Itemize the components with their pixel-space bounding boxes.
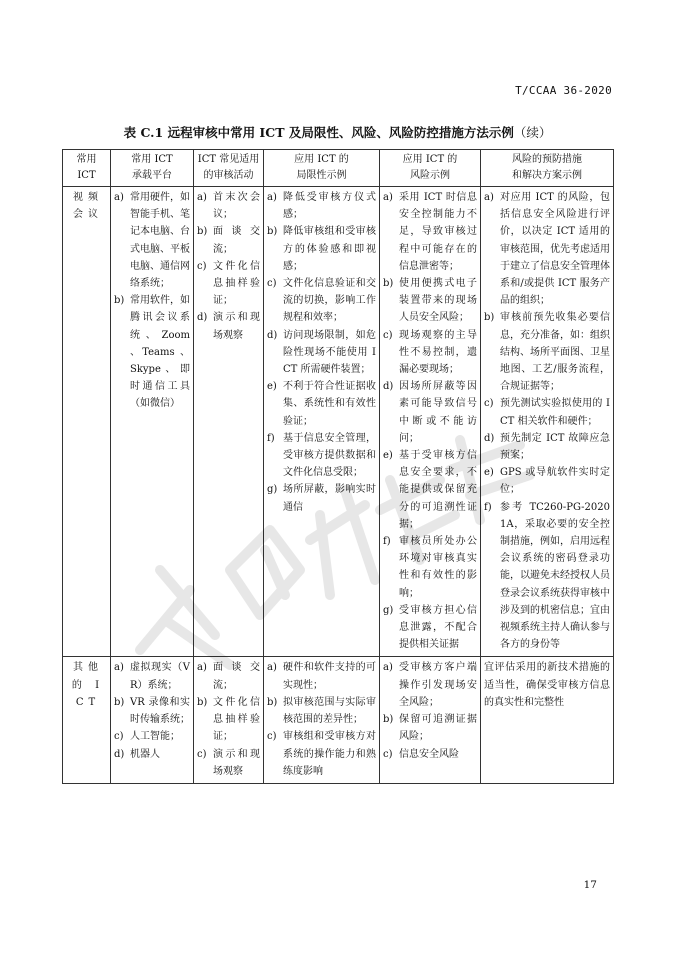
platform-cell: a) 虚拟现实（VR）系统； b) VR 录像和实时传输系统； c) 人工智能； d) 机器人 (111, 657, 194, 783)
limits-cell: a) 降低受审核方仪式感； b) 降低审核组和受审核方的体验感和即视感； c) 文件化信息验证和交流的切换，影响工作规程和效率； d) 访问现场限制，如危险性现场不能使用 ICT 所需硬件装置； e) 不利于符合性证据收集、系统性和有效性验证； f) 基于信息安全管理，受审核方提供数据和文件化信息受限； g) 场所屏蔽，影响实时通信 (264, 187, 380, 657)
header-cell: 常用 ICT 承载平台 (111, 150, 194, 187)
header-cell: 风险的预防措施 和解决方案示例 (481, 150, 614, 187)
header-cell: ICT 常见适用 的审核活动 (194, 150, 264, 187)
header-cell: 常用 ICT (63, 150, 111, 187)
header-row (63, 150, 614, 187)
solutions-cell: a) 对应用 ICT 的风险，包括信息安全风险进行评价，以决定 ICT 适用的审核范围，优先考虑适用于建立了信息安全管理体系和/或提供 ICT 服务产品的组织； b) 审核前预先收集必要信息，充分准备，如：组织结构、场所平面图、卫星地图、工艺/服务流程，合规证据等； c) 预先测试实验拟使用的 ICT 相关软件和硬件； d) 预先制定 ICT 故障应急预案； e) GPS 或导航软件实时定位； f) 参考 TC260-PG-20201A，采取必要的安全控制措施，例如，启用远程会议系统的密码登录功能，以避免未经授权人员登录会议系统获得审核中涉及到的机密信息；宜由视频系统主持人确认参与各方的身份等 (481, 187, 614, 657)
risks-cell: a) 采用 ICT 时信息安全控制能力不足，导致审核过程中可能存在的信息泄密等； b) 使用便携式电子装置带来的现场人员安全风险； c) 现场观察的主导性不易控制，遗漏必要现场； d) 因场所屏蔽等因素可能导致信号中断或不能访问； e) 基于受审核方信息安全要求，不能提供或保留充分的可追溯性证据； f) 审核员所处办公环境对审核真实性和有效性的影响； g) 受审核方担心信息泄露，不配合提供相关证据 (380, 187, 481, 657)
caption-continued: （续） (513, 125, 552, 140)
header-cell: 应用 ICT 的 风险示例 (380, 150, 481, 187)
page-number: 17 (583, 879, 597, 891)
header-cell: 应用 ICT 的 局限性示例 (264, 150, 380, 187)
ict-risk-table (62, 149, 614, 784)
limits-cell: a) 硬件和软件支持的可实现性； b) 拟审核范围与实际审核范围的差异性； c) 审核组和受审核方对系统的操作能力和熟练度影响 (264, 657, 380, 783)
category-cell: 视频会议 (63, 187, 111, 657)
activities-cell: a) 首末次会议； b) 面谈交流； c) 文件化信息抽样验证； d) 演示和现场观察 (194, 187, 264, 657)
solutions-cell: 宜评估采用的新技术措施的适当性，确保受审核方信息的真实性和完整性 (481, 657, 614, 783)
table-row (63, 657, 614, 783)
platform-cell: a) 常用硬件，如智能手机、笔记本电脑、台式电脑、平板电脑、通信网络系统； b) 常用软件，如腾讯会议系统、Zoom 、Teams 、Skype、即时通信工具（如微信） (111, 187, 194, 657)
table-row (63, 187, 614, 657)
document-id: T/CCAA 36-2020 (515, 84, 612, 97)
risks-cell: a) 受审核方客户端操作引发现场安全风险； b) 保留可追溯证据风险； c) 信息安全风险 (380, 657, 481, 783)
caption-title: 表 C.1 远程审核中常用 ICT 及局限性、风险、风险防控措施方法示例 (123, 125, 514, 140)
category-cell: 其他的 ICT (63, 657, 111, 783)
activities-cell: a) 面谈交流； b) 文件化信息抽样验证； c) 演示和现场观察 (194, 657, 264, 783)
table-caption (0, 123, 675, 141)
